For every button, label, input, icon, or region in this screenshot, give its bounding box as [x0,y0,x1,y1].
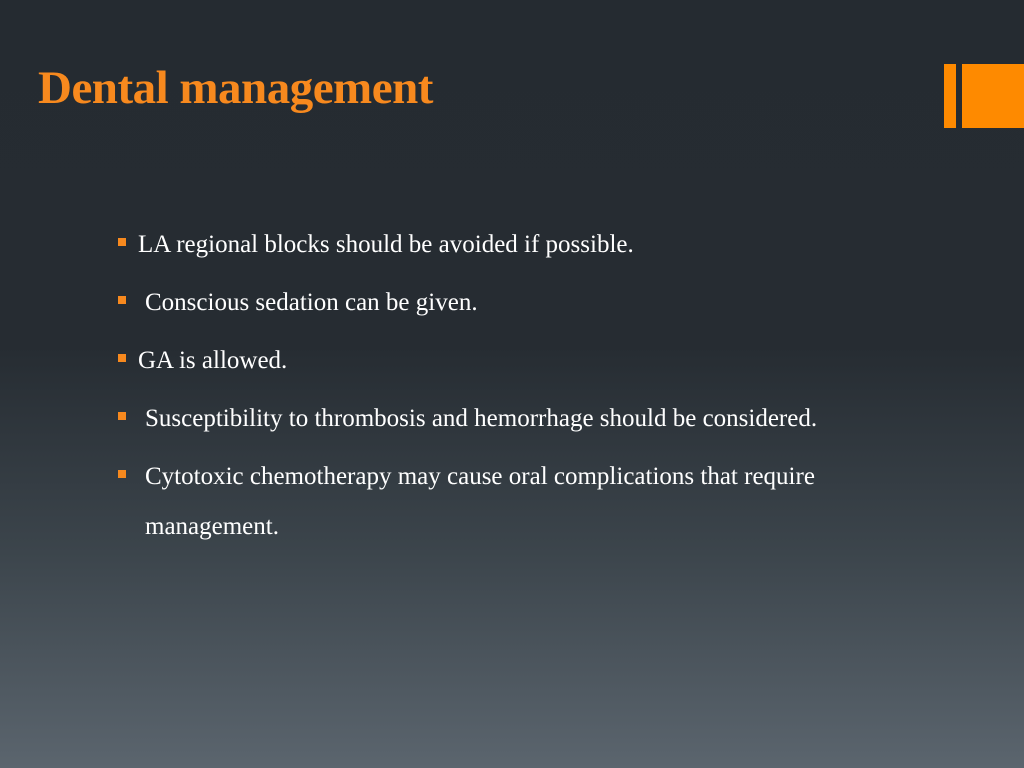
accent-bar-wide [962,64,1024,128]
bullet-item [118,336,938,386]
bullet-item [118,452,938,552]
bullet-list [118,220,938,560]
slide-title: Dental management [38,62,433,114]
accent-bar-thin [944,64,956,128]
bullet-text: GA is allowed. [138,347,288,374]
square-bullet-icon [118,412,126,420]
square-bullet-icon [118,470,126,478]
square-bullet-icon [118,354,126,362]
square-bullet-icon [118,238,126,246]
bullet-item [118,220,938,270]
square-bullet-icon [118,296,126,304]
bullet-item [118,394,938,444]
bullet-text: Cytotoxic chemotherapy may cause oral complications that require management. [145,463,815,540]
bullet-text: Conscious sedation can be given. [145,289,478,316]
bullet-text: Susceptibility to thrombosis and hemorrhage should be considered. [145,405,818,432]
bullet-text: LA regional blocks should be avoided if possible. [138,231,634,258]
bullet-item [118,278,938,328]
